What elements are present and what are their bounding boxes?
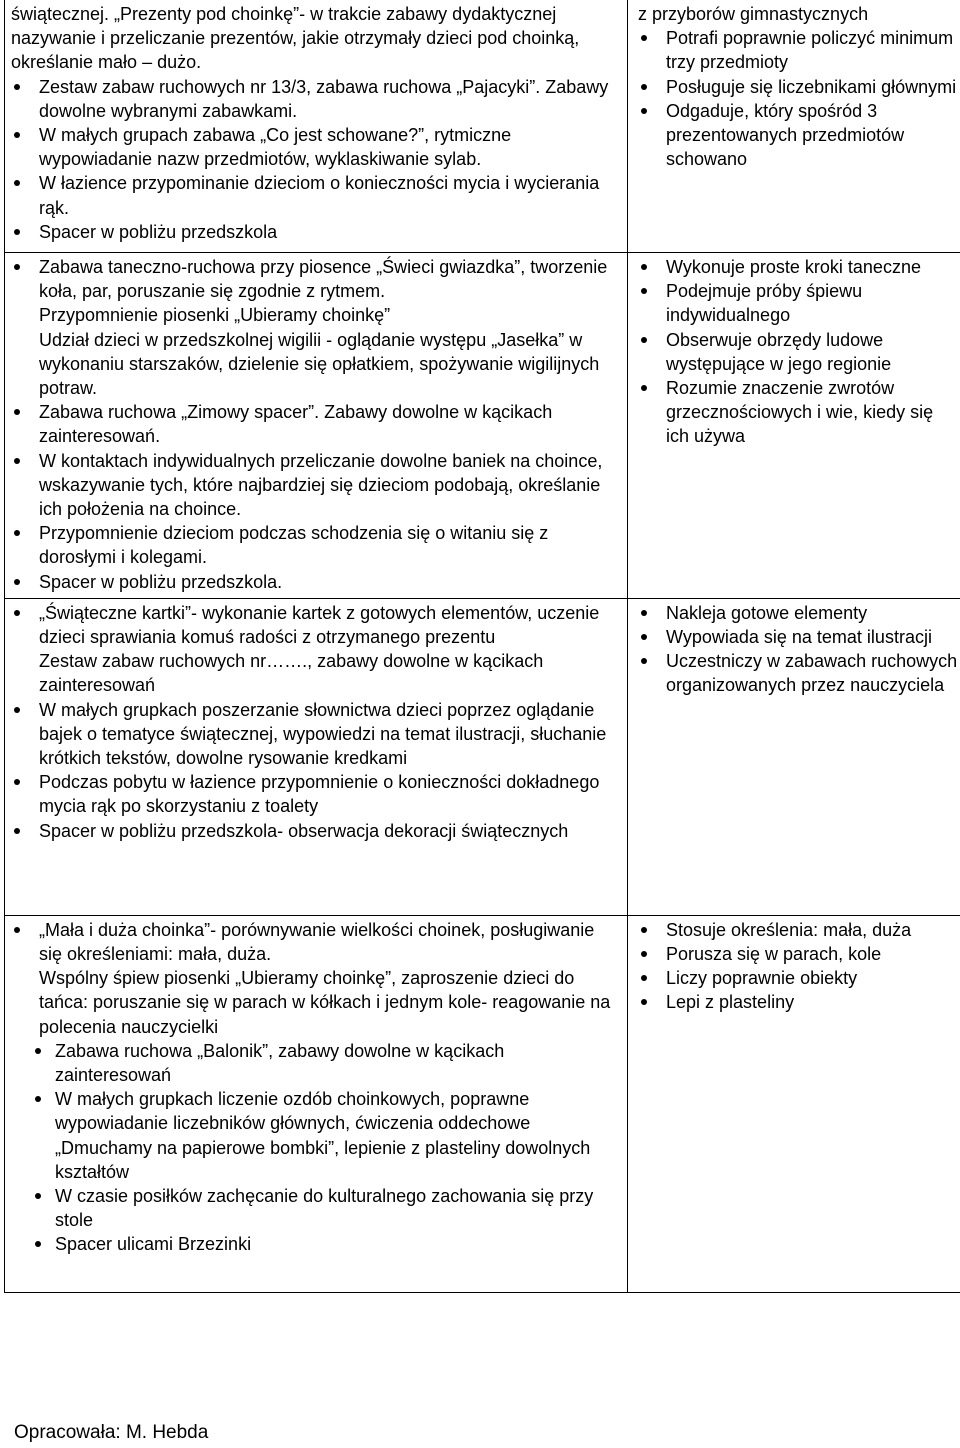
table-row <box>5 598 960 915</box>
list-item: „Mała i duża choinka”- porównywanie wielkości choinek, posługiwanie się określeniami: mała, duża. <box>11 918 621 966</box>
list-item: Posługuje się liczebnikami głównymi <box>638 75 958 99</box>
activities-cell <box>5 915 628 1292</box>
activities-cell <box>5 253 628 599</box>
list-item: W kontaktach indywidualnych przeliczanie dowolne baniek na choince, wskazywanie tych, które najbardziej się dzieciom podobają, określanie ich położenia na choince. <box>11 449 621 522</box>
activities-list <box>11 601 621 843</box>
list-item: z przyborów gimnastycznych <box>638 4 869 24</box>
outcomes-list <box>638 2 958 171</box>
list-item: Potrafi poprawnie policzyć minimum trzy przedmioty <box>638 26 958 74</box>
list-item: Rozumie znaczenie zwrotów grzecznościowych i wie, kiedy się ich używa <box>638 376 958 449</box>
list-item: Spacer w pobliżu przedszkola- obserwacja dekoracji świątecznych <box>11 819 621 843</box>
list-item: Zabawa ruchowa „Zimowy spacer”. Zabawy dowolne w kącikach zainteresowań. <box>11 400 621 448</box>
list-item: Wypowiada się na temat ilustracji <box>638 625 958 649</box>
outcomes-cell <box>628 253 960 599</box>
outcomes-list <box>638 918 958 1015</box>
list-item: Zabawa taneczno-ruchowa przy piosence „Świeci gwiazdka”, tworzenie koła, par, poruszanie się zgodnie z rytmem. <box>11 255 621 303</box>
activities-cell <box>5 0 628 253</box>
outcomes-cell <box>628 598 960 915</box>
activities-list <box>11 2 621 244</box>
list-item: Lepi z plasteliny <box>638 990 958 1014</box>
list-item: Zestaw zabaw ruchowych nr 13/3, zabawa ruchowa „Pajacyki”. Zabawy dowolne wybranymi zabawkami. <box>11 75 621 123</box>
outcomes-list <box>638 601 958 698</box>
list-item: W małych grupach zabawa „Co jest schowane?”, rytmiczne wypowiadanie nazw przedmiotów, wyklaskiwanie sylab. <box>11 123 621 171</box>
list-item: Zabawa ruchowa „Balonik”, zabawy dowolne w kącikach zainteresowań <box>27 1039 621 1087</box>
list-item: W małych grupkach poszerzanie słownictwa dzieci poprzez oglądanie bajek o tematyce świątecznej, wypowiedzi na temat ilustracji, słuchanie krótkich tekstów, dowolne rysowanie kredkami <box>11 698 621 771</box>
outcomes-cell <box>628 0 960 253</box>
list-item: Spacer w pobliżu przedszkola <box>11 220 621 244</box>
list-item: Nakleja gotowe elementy <box>638 601 958 625</box>
list-item: Spacer ulicami Brzezinki <box>27 1232 621 1256</box>
table-row <box>5 915 960 1292</box>
list-item: Uczestniczy w zabawach ruchowych organizowanych przez nauczyciela <box>638 649 958 697</box>
list-item: W czasie posiłków zachęcanie do kulturalnego zachowania się przy stole <box>27 1184 621 1232</box>
list-item: Przypomnienie piosenki „Ubieramy choinkę” <box>39 305 391 326</box>
outcomes-cell <box>628 915 960 1292</box>
list-item: Wspólny śpiew piosenki „Ubieramy choinkę”, zaproszenie dzieci do tańca: poruszanie się w parach w kółkach i jednym kole- reagowanie na polecenia nauczycielki <box>39 968 611 1037</box>
table-row <box>5 0 960 253</box>
list-item: Przypomnienie dzieciom podczas schodzenia się o witaniu się z dorosłymi i kolegami. <box>11 521 621 569</box>
lesson-plan-table <box>4 0 960 1293</box>
list-item: Zestaw zabaw ruchowych nr……., zabawy dowolne w kącikach zainteresowań <box>39 651 544 696</box>
list-item: Liczy poprawnie obiekty <box>638 966 958 990</box>
list-item: Podejmuje próby śpiewu indywidualnego <box>638 279 958 327</box>
list-item: Wykonuje proste kroki taneczne <box>638 255 958 279</box>
list-item: W małych grupkach liczenie ozdób choinkowych, poprawne wypowiadanie liczebników głównych, ćwiczenia oddechowe „Dmuchamy na papierowe bombki”, lepienie z plasteliny dowolnych kształtów <box>27 1087 621 1184</box>
table-row <box>5 253 960 599</box>
list-item: świątecznej. „Prezenty pod choinkę”- w trakcie zabawy dydaktycznej nazywanie i przeliczanie prezentów, jakie otrzymały dzieci pod choinką, określanie mało – dużo. <box>11 4 580 73</box>
list-item: W łazience przypominanie dzieciom o konieczności mycia i wycierania rąk. <box>11 171 621 219</box>
list-item: Obserwuje obrzędy ludowe występujące w jego regionie <box>638 328 958 376</box>
list-item: Odgaduje, który spośród 3 prezentowanych przedmiotów schowano <box>638 99 958 172</box>
activities-list <box>11 255 621 594</box>
list-item: Podczas pobytu w łazience przypomnienie o konieczności dokładnego mycia rąk po skorzystaniu z toalety <box>11 770 621 818</box>
list-item: Stosuje określenia: mała, duża <box>638 918 958 942</box>
author-footer: Opracowała: M. Hebda <box>14 1422 209 1443</box>
list-item: Udział dzieci w przedszkolnej wigilii - oglądanie występu „Jasełka” w wykonaniu starszaków, dzielenie się opłatkiem, spożywanie wigilijnych potraw. <box>39 329 600 399</box>
activities-sublist <box>27 1039 621 1257</box>
list-item: „Świąteczne kartki”- wykonanie kartek z gotowych elementów, uczenie dzieci sprawiania komuś radości z otrzymanego prezentu <box>11 601 621 649</box>
activities-cell <box>5 598 628 915</box>
outcomes-list <box>638 255 958 449</box>
list-item: Spacer w pobliżu przedszkola. <box>11 570 621 594</box>
list-item: Porusza się w parach, kole <box>638 942 958 966</box>
activities-list <box>11 918 621 1039</box>
